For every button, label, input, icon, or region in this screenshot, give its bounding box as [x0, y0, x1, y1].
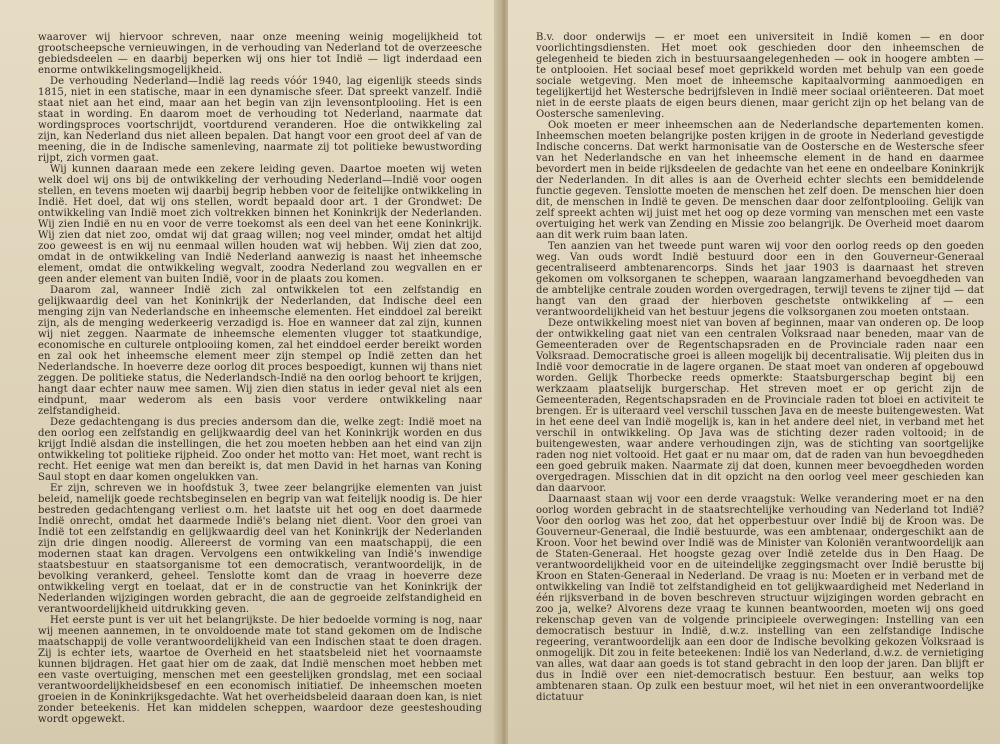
- right-paragraph-4: Deze ontwikkeling moest niet van boven af beginnen, maar van onderen op. De loop der ontwikkeling gaat niet van een centralen Volksraad naar beneden, maar van de Gemeenteraden over de Regentschapsraden en de Provinciale raden naar een Volksraad. Democratische groei is alleen mogelijk bij decentralisatie. Wij pleiten dus in Indië voor democratie in de lagere organen. De staat moet van onderen af opgebouwd worden. Gelijk Thorbecke reeds opmerkte: Staatsburgerschap begint bij een werkzaam plaatselijk burgerschap. Het streven moet er op gericht zijn de Gemeenteraden, Regentschapsraden en de Provinciale raden tot bloei en activiteit te brengen. Er is uiteraard veel verschil tusschen Java en de meeste buitengewesten. Wat in het eene deel van Indië mogelijk is, kan in het andere deel niet, in verband met het verschil in ontwikkeling. Op Java was de stichting dezer raden voltooid; in de buitengewesten, waar andere verhoudingen zijn, was de stichting van soortgelijke raden nog niet voltooid. Het gaat er nu maar om, dat de raden van hun bevoegdheden een goed gebruik maken. Naarmate zij dat doen, kunnen meer bevoegdheden worden overgedragen. Misschien dat in dit opzicht na den oorlog veel meer geschieden kan dan daarvoor.: [536, 318, 984, 494]
- left-paragraph-2: De verhouding Nederland—Indië lag reeds vóór 1940, lag eigenlijk steeds sinds 1815, niet in een statische, maar in een dynamische sfeer. Dat spreekt vanzelf. Indië staat niet aan het eind, maar aan het begin van zijn levensontplooiing. Het is een staat in wording. En daarom moet de verhouding tot Nederland, naarmate dat wordingsproces voortschrijdt, voortdurend veranderen. Hoe die ontwikkeling zal zijn, kan Nederland dus niet alleen bepalen. Dat hangt voor een groot deel af van de meening, die in de Indische samenleving, naarmate zij tot politieke bewustwording rijpt, zich vormen gaat.: [38, 76, 482, 164]
- left-paragraph-7: Het eerste punt is ver uit het belangrijkste. De hier bedoelde vorming is nog, naar wij meenen aannemen, in te onvoldoende mate tot stand gekomen om de Indische maatschappij de volle verantwoordelijkheid van een Indischen staat te doen dragen. Zij is echter iets, waartoe de Overheid en het staatsbeleid niet het voornaamste kunnen bijdragen. Het gaat hier om de zaak, dat Indië menschen moet hebben met een vaste overtuiging, menschen met een geestelijken grondslag, met een sociaal verantwoordelijkheidsbesef en een economisch initiatief. De inheemschen moeten groeien in de Koninkrijksgedachte. Wat het overheidsbeleid daaraan doen kan, is niet zonder beteekenis. Het kan middelen scheppen, waardoor deze geesteshouding wordt opgewekt.: [38, 615, 482, 725]
- right-paragraph-5: Daarnaast staan wij voor een derde vraagstuk: Welke verandering moet er na den oorlog worden gebracht in de staatsrechtelijke verhouding van Nederland tot Indië? Voor den oorlog was het zoo, dat het opperbestuur over Indië bij de Kroon was. De Gouverneur-Generaal, die Indië bestuurde, was een ambtenaar, ondergeschikt aan de Kroon. Voor het bewind over Indië was de Minister van Koloniën verantwoordelijk aan de Staten-Generaal. Het hoogste gezag over Indië zetelde dus in Den Haag. De verantwoordelijkheid voor en de uiteindelijke zeggingsmacht over Indië berustte bij Kroon en Staten-Generaal in Nederland. De vraag is nu: Moeten er in verband met de ontwikkeling van Indië tot zelfstandigheid en tot gelijkwaardigheid met Nederland in één rijksverband in de boven beschreven structuur wijzigingen worden gebracht en zoo ja, welke? Alvorens deze vraag te kunnen beantwoorden, moeten wij ons goed rekenschap geven van de volgende principieele overwegingen: Instelling van een democratisch bestuur in Indië, d.w.z. instelling van een zelfstandige Indische regeering, verantwoordelijk aan een door de Indische bevolking gekozen Volksraad is onmogelijk. Dit zou in feite beteekenen: Indië los van Nederland, d.w.z. de vernietiging van alles, wat daar aan goeds is tot stand gebracht in den loop der jaren. Dan blijft er dus in Indië over een niet-democratisch bestuur. Een bestuur, aan welks top ambtenaren staan. Op zulk een bestuur moet, wil het niet in een onverantwoordelijke dictatuur: [536, 494, 984, 703]
- left-paragraph-3: Wij kunnen daaraan mede een zekere leiding geven. Daartoe moeten wij weten welk doel wij ons bij de ontwikkeling der verhouding Nederland—Indië voor oogen stellen, en tevens moeten wij daarbij begrip hebben voor de feitelijke ontwikkeling in Indië. Het doel, dat wij ons stellen, wordt bepaald door art. 1 der Grondwet: De ontwikkeling van Indië moet zich voltrekken binnen het Koninkrijk der Nederlanden. Wij zien Indië en nu en voor de verre toekomst als een deel van het eene Koninkrijk. Wij zien dat niet zoo, omdat wij dat graag willen; nog veel minder, omdat het altijd zoo geweest is en wij nu eenmaal willen houden wat wij hebben. Wij zien dat zoo, omdat in de ontwikkeling van Indië Nederland aanwezig is naast het inheemsche element, omdat die ontwikkeling wegvalt, zoodra Nederland zou wegvallen en er geen ander element van buiten Indië, voor in de plaats zou komen.: [38, 164, 482, 285]
- left-paragraph-6: Er zijn, schreven we in hoofdstuk 3, twee zeer belangrijke elementen van juist beleid, namelijk goede rechtsbeginselen en begrip van wat feitelijk noodig is. De hier bestreden gedachtengang verliest o.m. het laatste uit het oog en doet daarmede Indië onrecht, omdat het daarmede Indië's belang niet dient. Voor den groei van Indië tot een zelfstandig en gelijkwaardig deel van het Koninkrijk der Nederlanden zijn drie dingen noodig. Allereerst de vorming van een maatschappij, die een modernen staat kan dragen. Vervolgens een ontwikkeling van Indië's inwendige staatsbestuur en staatsorganisme tot een democratisch, verantwoordelijk, in de bevolking verankerd, geheel. Tenslotte komt dan de vraag in hoeverre deze ontwikkeling vergt en toelaat, dat er in de constructie van het Koninkrijk der Nederlanden wijzigingen worden gebracht, die aan de gegroeide zelfstandigheid en verantwoordelijkheid uitdrukking geven.: [38, 483, 482, 615]
- right-paragraph-3: Ten aanzien van het tweede punt waren wij voor den oorlog reeds op den goeden weg. Van ouds wordt Indië bestuurd door een in den Gouverneur-Generaal gecentraliseerd ambtenarencorps. Sinds het jaar 1903 is daarnaast het streven gekomen om volksorganen te scheppen, waaraan langzamerhand bevoegdheden van de ambtelijke centrale zouden worden overgedragen, terwijl tevens te zijner tijd — dat hangt van den graad der hierboven geschetste ontwikkeling af — een verantwoordelijkheid van het bestuur jegens die volksorganen zou moeten ontstaan.: [536, 241, 984, 318]
- left-paragraph-1: waarover wij hiervoor schreven, naar onze meening weinig mogelijkheid tot grootscheepsche vernieuwingen, in de verhouding van Nederland tot de overzeesche gebiedsdeelen — en daarbij beperken wij ons hier tot Indië — ligt inderdaad een enorme ontwikkelingsmogelijkheid.: [38, 32, 482, 76]
- right-paragraph-2: Ook moeten er meer inheemschen aan de Nederlandsche departementen komen. Inheemschen moeten belangrijke posten krijgen in de groote in Nederland gevestigde Indische concerns. Dat werkt harmonisatie van de Oostersche en de Westersche sfeer van het Nederlandsche en van het inheemsche element in de hand en daarmee bevordert men in beide rijksdeelen de gedachte van het eene en ondeelbare Koninkrijk der Nederlanden. In dit alles is aan de Overheid echter slechts een bemiddelende functie gegeven. Tenslotte moeten de menschen het zelf doen. De menschen hier doen dit, de menschen in Indië te geven. De menschen daar door zelfontplooiing. Gelijk van zelf spreekt achten wij juist met het oog op deze vorming van menschen met een vaste overtuiging het werk van Zending en Missie zoo belangrijk. De Overheid moet daarom aan dit werk ruim baan laten.: [536, 120, 984, 241]
- left-paragraph-4: Daarom zal, wanneer Indië zich zal ontwikkelen tot een zelfstandig en gelijkwaardig deel van het Koninkrijk der Nederlanden, dat Indische deel een menging zijn van Nederlandsche en inheemsche elementen. Het einddoel zal bereikt zijn, als de menging wederkeerig verzadigd is. Hoe en wanneer dat zal zijn, kunnen wij niet zeggen. Naarmate de inheemsche elementen vlugger tot staatkundige, economische en culturele ontplooiing komen, zal het einddoel eerder bereikt worden en zal ook het inheemsche element meer zijn stempel op Indië zetten dan het Nederlandsche. In hoeverre deze oorlog dit proces bespoedigt, kunnen wij thans niet zeggen. De politieke status, die Nederlandsch-Indië na den oorlog behoort te krijgen, hangt daar echter nauw mee samen. Wij zien dien status in ieder geval niet als een eindpunt, maar wederom als een basis voor verdere ontwikkeling naar zelfstandigheid.: [38, 285, 482, 417]
- left-paragraph-5: Deze gedachtengang is dus precies andersom dan die, welke zegt: Indië moet na den oorlog een zelfstandig en gelijkwaardig deel van het Koninkrijk worden en dus krijgt Indië alsdan die instellingen, die het zou moeten hebben aan het eind van zijn ontwikkeling tot politieke rijpheid. Zoo onder het motto van: Het moet, want recht is recht. Het eenige wat men dan bereikt is, dat men David in het harnas van Koning Saul stopt en daar komen ongelukken van.: [38, 417, 482, 483]
- right-paragraph-1: B.v. door onderwijs — er moet een universiteit in Indië komen — en door voorlichtingsdiensten. Het moet ook geschieden door den inheemschen de gelegenheid te bieden zich in bestuursaangelegenheden — ook in hoogere ambten — te ontplooien. Het sociaal besef moet geprikkeld worden met behulp van een goede sociale wetgeving. Men moet de inheemsche kapitaalvorming aanmoedigen en tegelijkertijd het Westersche bedrijfsleven in Indië meer sociaal oriënteeren. Dat moet niet in de eerste plaats de eigen beurs dienen, maar gericht zijn op het belang van de Oostersche samenleving.: [536, 32, 984, 120]
- right-page: [508, 0, 1000, 744]
